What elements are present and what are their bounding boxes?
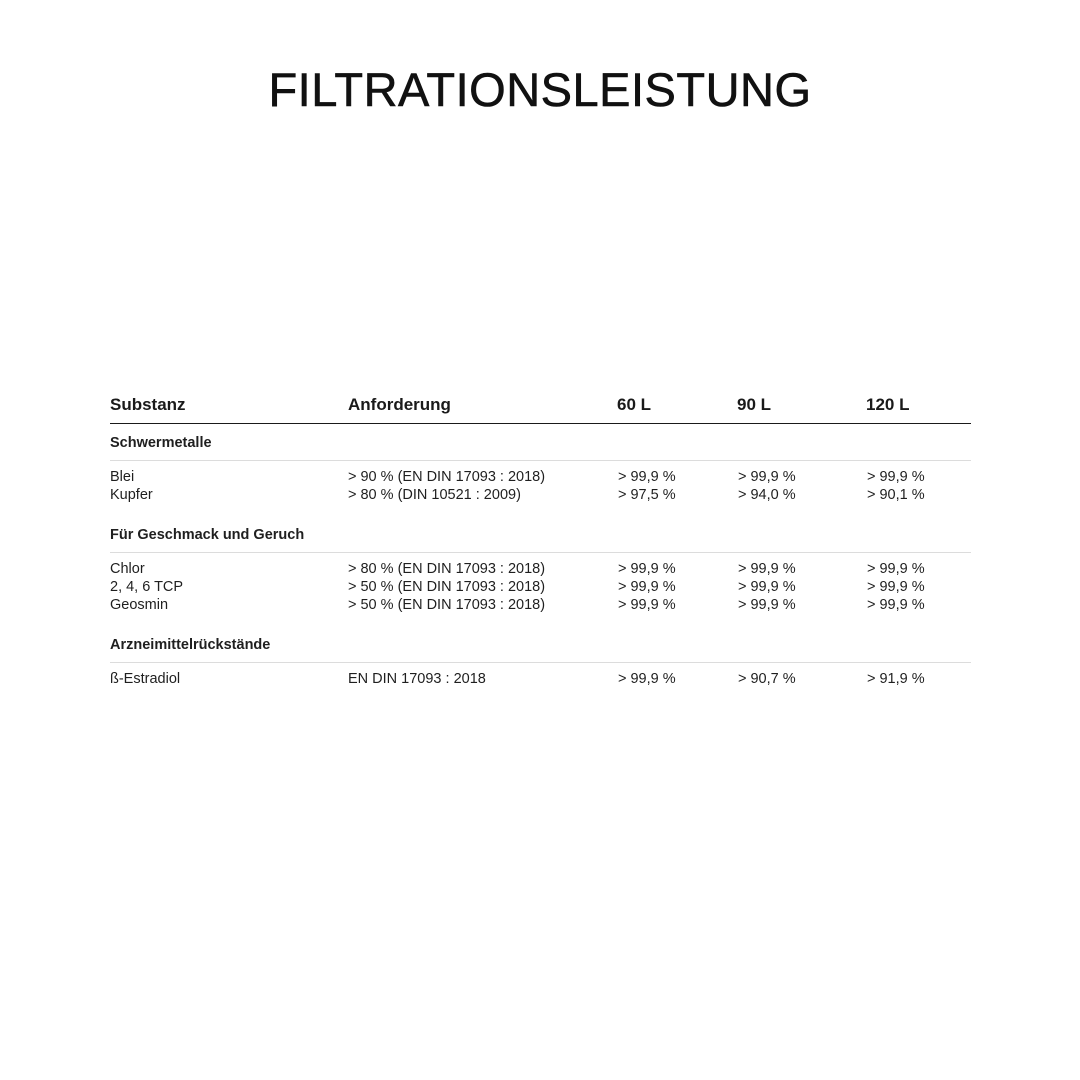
cell-120l: > 99,9 % (867, 561, 925, 577)
filtration-table (110, 390, 971, 700)
table-header (110, 390, 971, 424)
cell-requirement: > 80 % (EN DIN 17093 : 2018) (348, 561, 546, 577)
cell-90l: > 90,7 % (738, 671, 796, 687)
cell-120l: > 91,9 % (867, 671, 925, 687)
table-row (110, 560, 971, 578)
cell-requirement: EN DIN 17093 : 2018 (348, 671, 486, 687)
cell-60l: > 99,9 % (618, 597, 676, 613)
header-90l: 90 L (737, 395, 772, 414)
cell-90l: > 99,9 % (738, 469, 796, 485)
cell-requirement: > 50 % (EN DIN 17093 : 2018) (348, 597, 546, 613)
cell-substance: Kupfer (110, 487, 153, 503)
group-title: Für Geschmack und Geruch (110, 516, 971, 553)
cell-60l: > 99,9 % (618, 579, 676, 595)
group-title: Schwermetalle (110, 424, 971, 461)
cell-120l: > 99,9 % (867, 597, 925, 613)
cell-substance: Chlor (110, 561, 145, 577)
page-title: FILTRATIONSLEISTUNG (268, 63, 812, 116)
cell-substance: Blei (110, 469, 135, 485)
table-group-taste-smell (110, 516, 971, 626)
table-row (110, 468, 971, 486)
cell-60l: > 99,9 % (618, 561, 676, 577)
cell-substance: ß-Estradiol (110, 671, 181, 687)
header-requirement: Anforderung (348, 395, 451, 414)
cell-requirement: > 90 % (EN DIN 17093 : 2018) (348, 469, 546, 485)
group-body (110, 663, 971, 700)
cell-requirement: > 80 % (DIN 10521 : 2009) (348, 487, 521, 503)
table-row (110, 596, 971, 614)
cell-90l: > 99,9 % (738, 597, 796, 613)
cell-90l: > 94,0 % (738, 487, 796, 503)
cell-120l: > 99,9 % (867, 469, 925, 485)
table-group-pharma-residues (110, 626, 971, 700)
cell-90l: > 99,9 % (738, 561, 796, 577)
cell-substance: 2, 4, 6 TCP (110, 579, 184, 595)
group-body (110, 461, 971, 516)
cell-120l: > 99,9 % (867, 579, 925, 595)
group-title: Arzneimittelrückstände (110, 626, 971, 663)
cell-requirement: > 50 % (EN DIN 17093 : 2018) (348, 579, 546, 595)
cell-60l: > 99,9 % (618, 671, 676, 687)
cell-120l: > 90,1 % (867, 487, 925, 503)
cell-60l: > 99,9 % (618, 469, 676, 485)
group-body (110, 553, 971, 626)
table-group-heavy-metals (110, 424, 971, 516)
header-substance: Substanz (110, 395, 186, 414)
cell-90l: > 99,9 % (738, 579, 796, 595)
header-60l: 60 L (617, 395, 652, 414)
table-row (110, 486, 971, 504)
header-120l: 120 L (866, 395, 910, 414)
cell-substance: Geosmin (110, 597, 169, 613)
cell-60l: > 97,5 % (618, 487, 676, 503)
table-row (110, 578, 971, 596)
table-row (110, 670, 971, 688)
